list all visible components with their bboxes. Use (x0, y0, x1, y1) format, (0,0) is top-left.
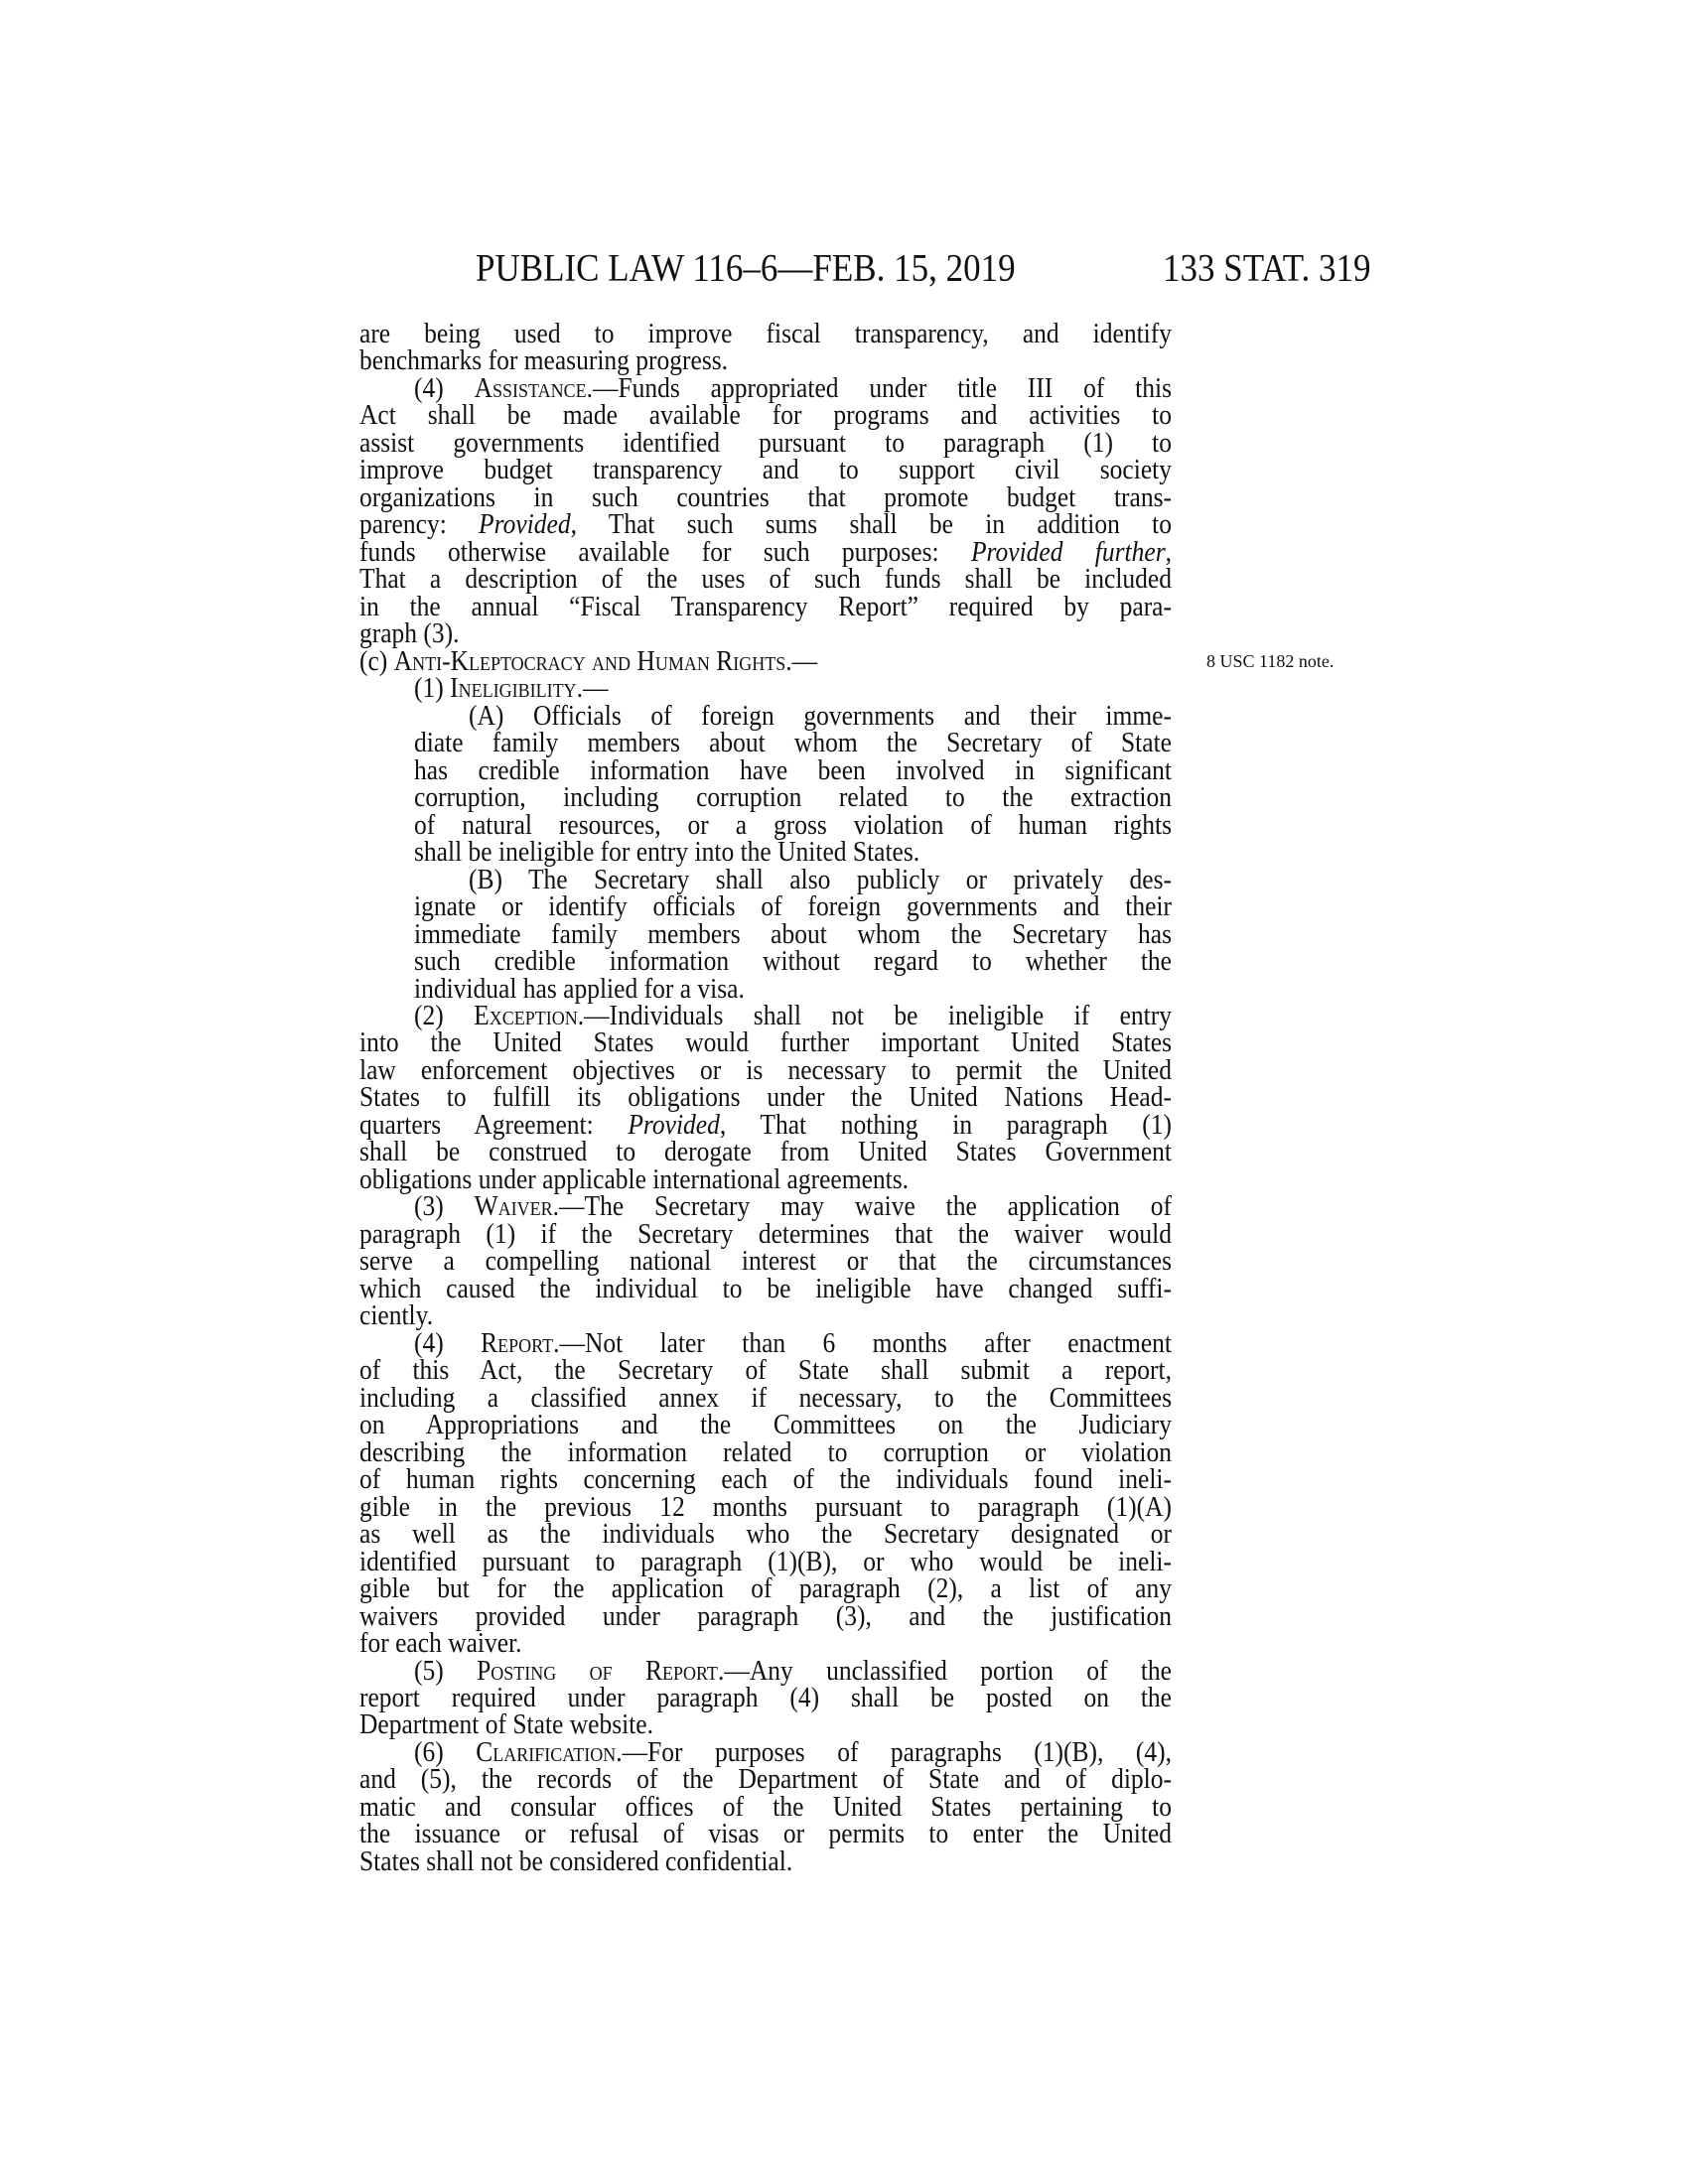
text-segment: and (5), the records of the Department of State and of diplo- (359, 1763, 1172, 1796)
text-segment: on Appropriations and the Committees on the Judiciary (359, 1409, 1172, 1440)
text-line (359, 592, 1172, 622)
text-segment: of this Act, the Secretary of State shall submit a report, (359, 1354, 1172, 1387)
text-segment: such credible information without regard to whether the (414, 944, 1172, 977)
text-segment: parency: (359, 508, 480, 541)
text-segment: , That nothing in paragraph (1) (719, 1108, 1172, 1141)
text-segment: .— (576, 672, 609, 705)
section-heading: Assistance (474, 371, 587, 404)
text-segment: Act shall be made available for programs and activities to (359, 399, 1172, 432)
italic-text: Provided (479, 508, 571, 541)
text-segment: shall be ineligible for entry into the United States. (414, 836, 920, 868)
text-segment: shall be construed to derogate from United States Government (359, 1136, 1172, 1168)
text-segment: .— (785, 644, 818, 677)
text-segment: Department of State website. (359, 1708, 653, 1741)
section-heading: Posting of Report (477, 1654, 718, 1687)
text-segment: which caused the individual to be ineligible have changed suffi- (359, 1272, 1172, 1304)
text-segment: (A) Officials of foreign governments and their imme- (469, 699, 1172, 732)
text-segment: of human rights concerning each of the individuals found ineli- (359, 1463, 1172, 1495)
text-segment: in the annual “Fiscal Transparency Report” required by para- (359, 590, 1172, 622)
text-segment: are being used to improve fiscal transparency, and identify (359, 317, 1172, 349)
text-segment: waivers provided under paragraph (3), and the justification (359, 1599, 1172, 1632)
page-number: 133 STAT. 319 (1163, 246, 1371, 290)
text-segment: funds otherwise available for such purposes: (359, 535, 971, 568)
text-segment: assist governments identified pursuant to paragraph (1) to (359, 426, 1172, 459)
text-segment: for each waiver. (359, 1626, 522, 1659)
text-segment: ciently. (359, 1299, 434, 1332)
text-segment: graph (3). (359, 617, 460, 650)
text-segment: (c) (359, 644, 394, 677)
text-segment: has credible information have been involved in significant (414, 753, 1172, 786)
text-segment: (4) (414, 1326, 482, 1359)
text-segment: organizations in such countries that promote budget trans- (359, 480, 1172, 513)
text-segment: of natural resources, or a gross violation of human rights (414, 808, 1172, 841)
text-segment: serve a compelling national interest or that the circumstances (359, 1245, 1172, 1278)
text-segment: (5) (414, 1654, 478, 1687)
section-heading: Waiver (474, 1190, 553, 1223)
text-segment: diate family members about whom the Secretary of State (414, 727, 1172, 758)
text-segment: (B) The Secretary shall also publicly or privately des- (469, 863, 1172, 895)
text-segment: ignate or identify officials of foreign governments and their (414, 889, 1172, 922)
text-segment: obligations under applicable international agreements. (359, 1162, 910, 1195)
section-heading: Anti-Kleptocracy and Human Rights (393, 644, 786, 677)
text-segment: gible but for the application of paragraph (2), a list of any (359, 1571, 1172, 1604)
section-heading: Ineligibility (450, 672, 577, 705)
text-segment: (1) (414, 672, 451, 705)
text-segment: States shall not be considered confidential. (359, 1844, 793, 1877)
text-segment: law enforcement objectives or is necessary to permit the United (359, 1053, 1172, 1086)
text-segment: States to fulfill its obligations under the United Nations Head- (359, 1081, 1172, 1114)
text-segment: as well as the individuals who the Secretary designated or (359, 1518, 1172, 1550)
text-segment: benchmarks for measuring progress. (359, 344, 729, 377)
text-segment: identified pursuant to paragraph (1)(B), or who would be ineli- (359, 1545, 1172, 1577)
text-segment: the issuance or refusal of visas or permits to enter the United (359, 1818, 1172, 1850)
text-segment: paragraph (1) if the Secretary determines that the waiver would (359, 1217, 1172, 1250)
section-heading: Clarification (476, 1735, 617, 1768)
text-line (359, 1274, 1172, 1304)
text-line (359, 1846, 1172, 1877)
text-segment: .—The Secretary may waive the application of (552, 1190, 1173, 1223)
text-segment: corruption, including corruption related to the extraction (414, 781, 1172, 813)
margin-note: 8 USC 1182 note. (1206, 651, 1335, 671)
text-segment: report required under paragraph (4) shall be posted on the (359, 1681, 1172, 1713)
text-segment: , That such sums shall be in addition to (570, 508, 1172, 541)
text-segment: That a description of the uses of such funds shall be included (359, 563, 1172, 596)
text-segment: (4) (414, 371, 475, 404)
text-segment: individual has applied for a visa. (414, 972, 745, 1005)
text-segment: .—Individuals shall not be ineligible if entry (577, 999, 1173, 1031)
text-segment: improve budget transparency and to support civil society (359, 454, 1172, 486)
text-segment: matic and consular offices of the United States pertaining to (359, 1790, 1172, 1823)
text-segment: .—Any unclassified portion of the (717, 1654, 1173, 1687)
running-head-title: PUBLIC LAW 116–6—FEB. 15, 2019 (476, 246, 1016, 290)
text-segment: , (1165, 535, 1173, 568)
text-segment: immediate family members about whom the Secretary has (414, 917, 1172, 950)
text-segment: (6) (414, 1735, 477, 1768)
text-segment: describing the information related to corruption or violation (359, 1435, 1172, 1468)
text-segment: .—Not later than 6 months after enactment (553, 1326, 1173, 1359)
text-segment: .—For purposes of paragraphs (1)(B), (4), (616, 1735, 1172, 1768)
section-heading: Report (481, 1326, 554, 1359)
text-segment: (3) (414, 1190, 475, 1223)
italic-text: Provided further (970, 535, 1166, 568)
text-segment: including a classified annex if necessary, to the Committees (359, 1381, 1172, 1414)
text-segment: quarters Agreement: (359, 1108, 629, 1141)
text-segment: into the United States would further important United States (359, 1026, 1172, 1059)
text-segment: gible in the previous 12 months pursuant to paragraph (1)(A) (359, 1490, 1172, 1523)
text-segment: .—Funds appropriated under title III of this (586, 371, 1172, 404)
section-heading: Exception (474, 999, 578, 1031)
italic-text: Provided (628, 1108, 720, 1141)
text-segment: (2) (414, 999, 475, 1031)
